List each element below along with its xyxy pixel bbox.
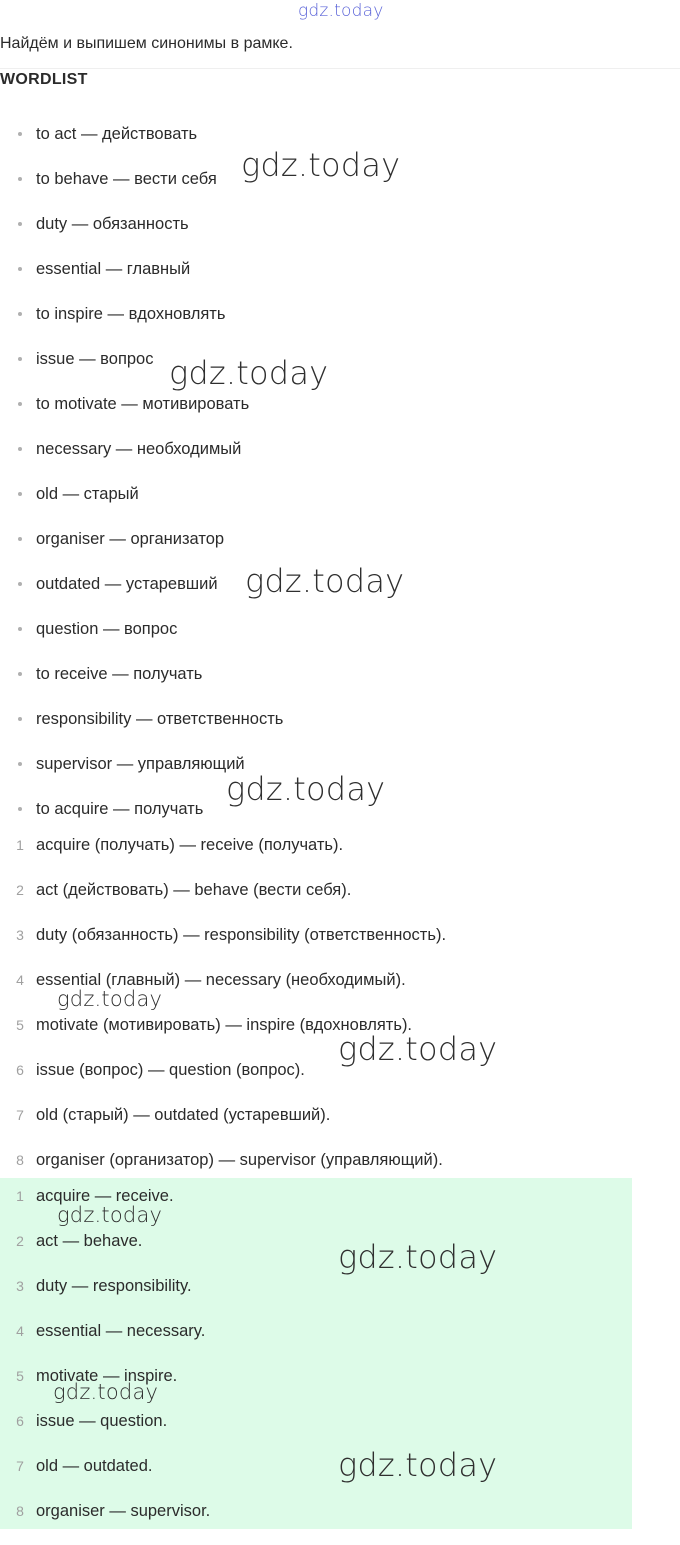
answer-item [0,1230,632,1275]
item-number: 1 [16,837,24,853]
bullet-icon [18,357,22,361]
wordlist-item [0,438,632,483]
watermark: gdz.today [53,1380,159,1404]
answer-item-text: act — behave. [36,1232,143,1250]
bullet-icon [18,222,22,226]
bullet-icon [18,177,22,181]
answer-item [0,1365,632,1410]
watermark: gdz.today [338,1030,498,1068]
bullet-icon [18,717,22,721]
wordlist-item-text: duty — обязанность [36,215,189,233]
wordlist-item [0,483,632,528]
item-number: 8 [16,1503,24,1519]
bullet-icon [18,447,22,451]
answer-item-text: essential — necessary. [36,1322,206,1340]
item-number: 5 [16,1368,24,1384]
synonym-item-text: essential (главный) — necessary (необходимый). [36,971,406,989]
bullet-icon [18,537,22,541]
answer-item-text: old — outdated. [36,1457,153,1475]
wordlist-item [0,168,632,213]
synonym-item-text: acquire (получать) — receive (получать). [36,836,344,854]
item-number: 4 [16,1323,24,1339]
answer-item [0,1410,632,1455]
wordlist-item-text: supervisor — управляющий [36,755,245,773]
synonym-item [0,1059,632,1104]
wordlist-item [0,528,632,573]
synonym-item [0,969,632,1014]
wordlist-item-text: outdated — устаревший [36,575,218,593]
wordlist-item [0,213,632,258]
watermark: gdz.today [338,1238,498,1276]
answer-item-text: duty — responsibility. [36,1277,192,1295]
wordlist-item [0,303,632,348]
bullet-icon [18,492,22,496]
wordlist-heading: WORDLIST [0,71,88,88]
wordlist-item [0,573,632,618]
synonym-item-text: issue (вопрос) — question (вопрос). [36,1061,305,1079]
bullet-icon [18,132,22,136]
answer-item [0,1455,632,1500]
wordlist-item-text: organiser — организатор [36,530,225,548]
wordlist-item [0,393,632,438]
wordlist-item [0,258,632,303]
item-number: 6 [16,1062,24,1078]
item-number: 3 [16,1278,24,1294]
answer-item-text: organiser — supervisor. [36,1502,211,1520]
wordlist-item-text: issue — вопрос [36,350,154,368]
synonym-item [0,1104,632,1149]
item-number: 5 [16,1017,24,1033]
bullet-icon [18,582,22,586]
wordlist-item-text: responsibility — ответственность [36,710,284,728]
answer-item-text: motivate — inspire. [36,1367,178,1385]
bullet-icon [18,267,22,271]
item-number: 2 [16,1233,24,1249]
item-number: 7 [16,1107,24,1123]
wordlist-item [0,663,632,708]
synonym-item-text: motivate (мотивировать) — inspire (вдохновлять). [36,1016,413,1034]
wordlist-item-text: to acquire — получать [36,800,204,818]
item-number: 4 [16,972,24,988]
bullet-icon [18,627,22,631]
wordlist-item-text: old — старый [36,485,139,503]
bullet-icon [18,807,22,811]
wordlist-item-text: to act — действовать [36,125,198,143]
wordlist-item-text: to inspire — вдохновлять [36,305,226,323]
wordlist [0,123,632,843]
wordlist-item-text: necessary — необходимый [36,440,242,458]
answer-item [0,1320,632,1365]
page-title: Найдём и выпишем синонимы в рамке. [0,35,293,52]
watermark: gdz.today [245,562,405,600]
wordlist-item-text: question — вопрос [36,620,178,638]
wordlist-item [0,708,632,753]
synonym-item-text: act (действовать) — behave (вести себя). [36,881,352,899]
watermark: gdz.today [169,354,329,392]
synonym-item-text: organiser (организатор) — supervisor (управляющий). [36,1151,443,1169]
synonym-item [0,924,632,969]
answer-item [0,1500,632,1545]
watermark: gdz.today [338,1446,498,1484]
divider [0,68,680,69]
item-number: 2 [16,882,24,898]
wordlist-item [0,123,632,168]
synonym-item-text: old (старый) — outdated (устаревший). [36,1106,331,1124]
wordlist-item-text: to behave — вести себя [36,170,217,188]
answer-item [0,1275,632,1320]
bullet-icon [18,762,22,766]
watermark: gdz.today [57,987,163,1011]
wordlist-item [0,348,632,393]
synonym-item-text: duty (обязанность) — responsibility (ответственность). [36,926,447,944]
bullet-icon [18,402,22,406]
answer-item [0,1185,632,1230]
watermark: gdz.today [226,770,386,808]
wordlist-item-text: to motivate — мотивировать [36,395,250,413]
answer-item-text: acquire — receive. [36,1187,174,1205]
bullet-icon [18,312,22,316]
item-number: 7 [16,1458,24,1474]
wordlist-item [0,753,632,798]
bullet-icon [18,672,22,676]
watermark-top: gdz.today [298,1,384,21]
synonym-item [0,879,632,924]
synonym-item [0,1014,632,1059]
watermark: gdz.today [241,146,401,184]
wordlist-item-text: essential — главный [36,260,191,278]
answers-list [0,1185,632,1545]
answer-item-text: issue — question. [36,1412,168,1430]
item-number: 6 [16,1413,24,1429]
synonyms-list [0,834,632,1194]
watermark: gdz.today [57,1203,163,1227]
wordlist-item-text: to receive — получать [36,665,203,683]
wordlist-item [0,618,632,663]
item-number: 3 [16,927,24,943]
synonym-item [0,834,632,879]
item-number: 1 [16,1188,24,1204]
item-number: 8 [16,1152,24,1168]
